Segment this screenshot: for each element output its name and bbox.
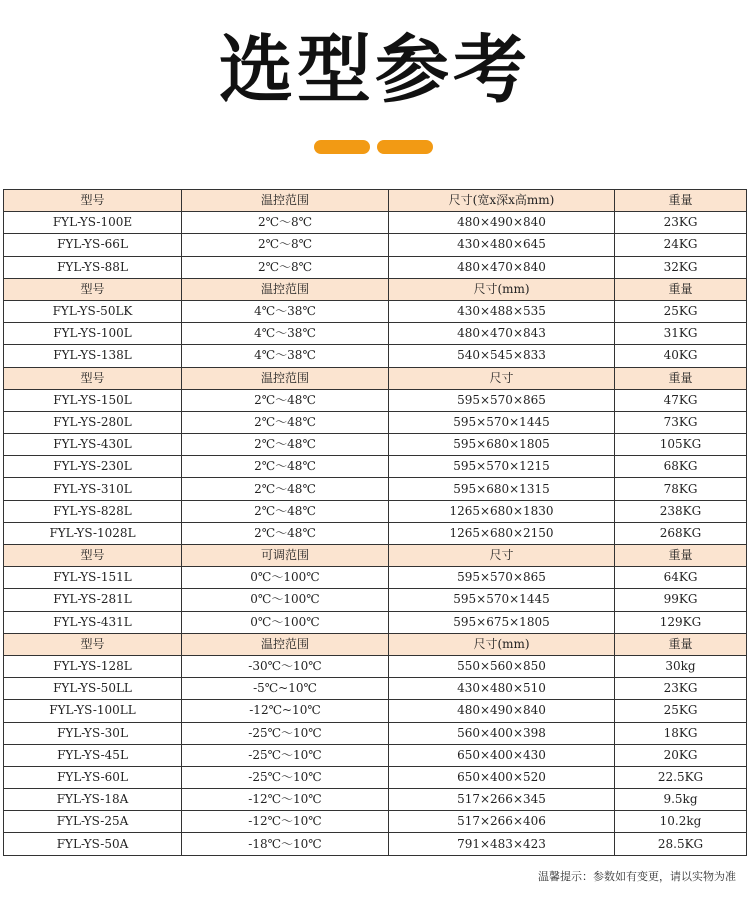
table-row	[4, 300, 747, 322]
table-row	[4, 345, 747, 367]
model-selection-table	[3, 189, 747, 856]
cell-weight: 73KG	[615, 411, 747, 433]
cell-dimensions: 517×266×406	[389, 811, 615, 833]
section-header-row	[4, 278, 747, 300]
table-row	[4, 434, 747, 456]
table-row	[4, 234, 747, 256]
cell-temp-range: 2℃～48℃	[182, 411, 389, 433]
header-model: 型号	[4, 278, 182, 300]
decorative-bar-left	[314, 140, 370, 154]
cell-model: FYL-YS-128L	[4, 655, 182, 677]
table-row	[4, 567, 747, 589]
cell-weight: 20KG	[615, 744, 747, 766]
cell-weight: 129KG	[615, 611, 747, 633]
cell-temp-range: 2℃～8℃	[182, 256, 389, 278]
cell-model: FYL-YS-45L	[4, 744, 182, 766]
table-row	[4, 789, 747, 811]
cell-dimensions: 791×483×423	[389, 833, 615, 855]
cell-model: FYL-YS-30L	[4, 722, 182, 744]
cell-model: FYL-YS-828L	[4, 500, 182, 522]
table-row	[4, 522, 747, 544]
cell-dimensions: 480×490×840	[389, 700, 615, 722]
cell-temp-range: 2℃～48℃	[182, 522, 389, 544]
cell-weight: 99KG	[615, 589, 747, 611]
header-temp-range: 温控范围	[182, 633, 389, 655]
cell-dimensions: 595×570×865	[389, 567, 615, 589]
cell-dimensions: 430×480×645	[389, 234, 615, 256]
cell-model: FYL-YS-150L	[4, 389, 182, 411]
cell-weight: 25KG	[615, 700, 747, 722]
cell-weight: 28.5KG	[615, 833, 747, 855]
cell-dimensions: 550×560×850	[389, 655, 615, 677]
cell-dimensions: 595×680×1805	[389, 434, 615, 456]
cell-model: FYL-YS-230L	[4, 456, 182, 478]
cell-weight: 78KG	[615, 478, 747, 500]
cell-weight: 268KG	[615, 522, 747, 544]
cell-model: FYL-YS-430L	[4, 434, 182, 456]
table-row	[4, 700, 747, 722]
cell-weight: 23KG	[615, 678, 747, 700]
cell-weight: 24KG	[615, 234, 747, 256]
cell-temp-range: -25℃～10℃	[182, 766, 389, 788]
cell-model: FYL-YS-18A	[4, 789, 182, 811]
cell-model: FYL-YS-100L	[4, 323, 182, 345]
header-dimensions: 尺寸	[389, 367, 615, 389]
cell-temp-range: 4℃～38℃	[182, 300, 389, 322]
cell-temp-range: 2℃～48℃	[182, 456, 389, 478]
cell-weight: 68KG	[615, 456, 747, 478]
cell-dimensions: 1265×680×1830	[389, 500, 615, 522]
table-row	[4, 323, 747, 345]
cell-weight: 18KG	[615, 722, 747, 744]
header-weight: 重量	[615, 545, 747, 567]
page-title: 选型参考	[219, 27, 531, 113]
cell-temp-range: 0℃～100℃	[182, 611, 389, 633]
cell-dimensions: 595×570×1445	[389, 589, 615, 611]
header-weight: 重量	[615, 278, 747, 300]
cell-weight: 10.2kg	[615, 811, 747, 833]
cell-dimensions: 595×570×1445	[389, 411, 615, 433]
cell-model: FYL-YS-138L	[4, 345, 182, 367]
section-header-row	[4, 545, 747, 567]
section-header-row	[4, 190, 747, 212]
cell-temp-range: 2℃～48℃	[182, 478, 389, 500]
cell-dimensions: 595×570×1215	[389, 456, 615, 478]
table-row	[4, 478, 747, 500]
cell-dimensions: 595×680×1315	[389, 478, 615, 500]
section-header-row	[4, 367, 747, 389]
cell-temp-range: 2℃～48℃	[182, 434, 389, 456]
cell-model: FYL-YS-280L	[4, 411, 182, 433]
cell-temp-range: 2℃～8℃	[182, 234, 389, 256]
cell-temp-range: -12℃～10℃	[182, 811, 389, 833]
section-header-row	[4, 633, 747, 655]
cell-dimensions: 480×470×840	[389, 256, 615, 278]
cell-dimensions: 430×480×510	[389, 678, 615, 700]
header-dimensions: 尺寸(mm)	[389, 278, 615, 300]
table-row	[4, 811, 747, 833]
cell-weight: 31KG	[615, 323, 747, 345]
header-dimensions: 尺寸	[389, 545, 615, 567]
header-dimensions: 尺寸(宽x深x高mm)	[389, 190, 615, 212]
header-model: 型号	[4, 190, 182, 212]
header-model: 型号	[4, 367, 182, 389]
cell-temp-range: -12℃～10℃	[182, 789, 389, 811]
decorative-bar-right	[377, 140, 433, 154]
cell-dimensions: 595×675×1805	[389, 611, 615, 633]
table-row	[4, 744, 747, 766]
table-row	[4, 256, 747, 278]
header-temp-range: 温控范围	[182, 367, 389, 389]
cell-dimensions: 560×400×398	[389, 722, 615, 744]
header-dimensions: 尺寸(mm)	[389, 633, 615, 655]
cell-model: FYL-YS-310L	[4, 478, 182, 500]
table-row	[4, 589, 747, 611]
cell-dimensions: 517×266×345	[389, 789, 615, 811]
cell-weight: 105KG	[615, 434, 747, 456]
cell-dimensions: 480×490×840	[389, 212, 615, 234]
table-row	[4, 212, 747, 234]
cell-weight: 40KG	[615, 345, 747, 367]
disclaimer-note: 温馨提示：参数如有变更，请以实物为准	[538, 870, 736, 883]
header-model: 型号	[4, 545, 182, 567]
cell-temp-range: 0℃～100℃	[182, 567, 389, 589]
cell-dimensions: 650×400×520	[389, 766, 615, 788]
cell-temp-range: -12℃~10℃	[182, 700, 389, 722]
cell-model: FYL-YS-281L	[4, 589, 182, 611]
table-row	[4, 500, 747, 522]
table-row	[4, 833, 747, 855]
cell-temp-range: -18℃～10℃	[182, 833, 389, 855]
cell-weight: 9.5kg	[615, 789, 747, 811]
cell-dimensions: 650×400×430	[389, 744, 615, 766]
cell-temp-range: -5℃~10℃	[182, 678, 389, 700]
table-row	[4, 389, 747, 411]
table-row	[4, 678, 747, 700]
cell-model: FYL-YS-60L	[4, 766, 182, 788]
cell-model: FYL-YS-100E	[4, 212, 182, 234]
cell-weight: 23KG	[615, 212, 747, 234]
header-model: 型号	[4, 633, 182, 655]
cell-temp-range: 2℃～48℃	[182, 389, 389, 411]
table-row	[4, 655, 747, 677]
cell-weight: 238KG	[615, 500, 747, 522]
cell-weight: 32KG	[615, 256, 747, 278]
cell-temp-range: -25℃～10℃	[182, 722, 389, 744]
cell-weight: 25KG	[615, 300, 747, 322]
header-temp-range: 温控范围	[182, 278, 389, 300]
cell-temp-range: -30℃～10℃	[182, 655, 389, 677]
cell-model: FYL-YS-66L	[4, 234, 182, 256]
cell-weight: 64KG	[615, 567, 747, 589]
cell-temp-range: 4℃～38℃	[182, 345, 389, 367]
header-temp-range: 可调范围	[182, 545, 389, 567]
header-weight: 重量	[615, 190, 747, 212]
cell-temp-range: 2℃～8℃	[182, 212, 389, 234]
table-row	[4, 722, 747, 744]
cell-model: FYL-YS-50LL	[4, 678, 182, 700]
cell-weight: 22.5KG	[615, 766, 747, 788]
cell-model: FYL-YS-50LK	[4, 300, 182, 322]
cell-temp-range: -25℃～10℃	[182, 744, 389, 766]
cell-temp-range: 2℃～48℃	[182, 500, 389, 522]
cell-model: FYL-YS-50A	[4, 833, 182, 855]
cell-model: FYL-YS-431L	[4, 611, 182, 633]
cell-dimensions: 480×470×843	[389, 323, 615, 345]
header-weight: 重量	[615, 633, 747, 655]
cell-dimensions: 595×570×865	[389, 389, 615, 411]
table-row	[4, 456, 747, 478]
header-temp-range: 温控范围	[182, 190, 389, 212]
cell-weight: 30kg	[615, 655, 747, 677]
cell-model: FYL-YS-88L	[4, 256, 182, 278]
header-weight: 重量	[615, 367, 747, 389]
cell-dimensions: 1265×680×2150	[389, 522, 615, 544]
cell-model: FYL-YS-1028L	[4, 522, 182, 544]
table-row	[4, 766, 747, 788]
table-row	[4, 611, 747, 633]
cell-dimensions: 430×488×535	[389, 300, 615, 322]
cell-temp-range: 0℃～100℃	[182, 589, 389, 611]
cell-weight: 47KG	[615, 389, 747, 411]
cell-model: FYL-YS-100LL	[4, 700, 182, 722]
table-row	[4, 411, 747, 433]
cell-model: FYL-YS-151L	[4, 567, 182, 589]
cell-model: FYL-YS-25A	[4, 811, 182, 833]
cell-temp-range: 4℃～38℃	[182, 323, 389, 345]
cell-dimensions: 540×545×833	[389, 345, 615, 367]
